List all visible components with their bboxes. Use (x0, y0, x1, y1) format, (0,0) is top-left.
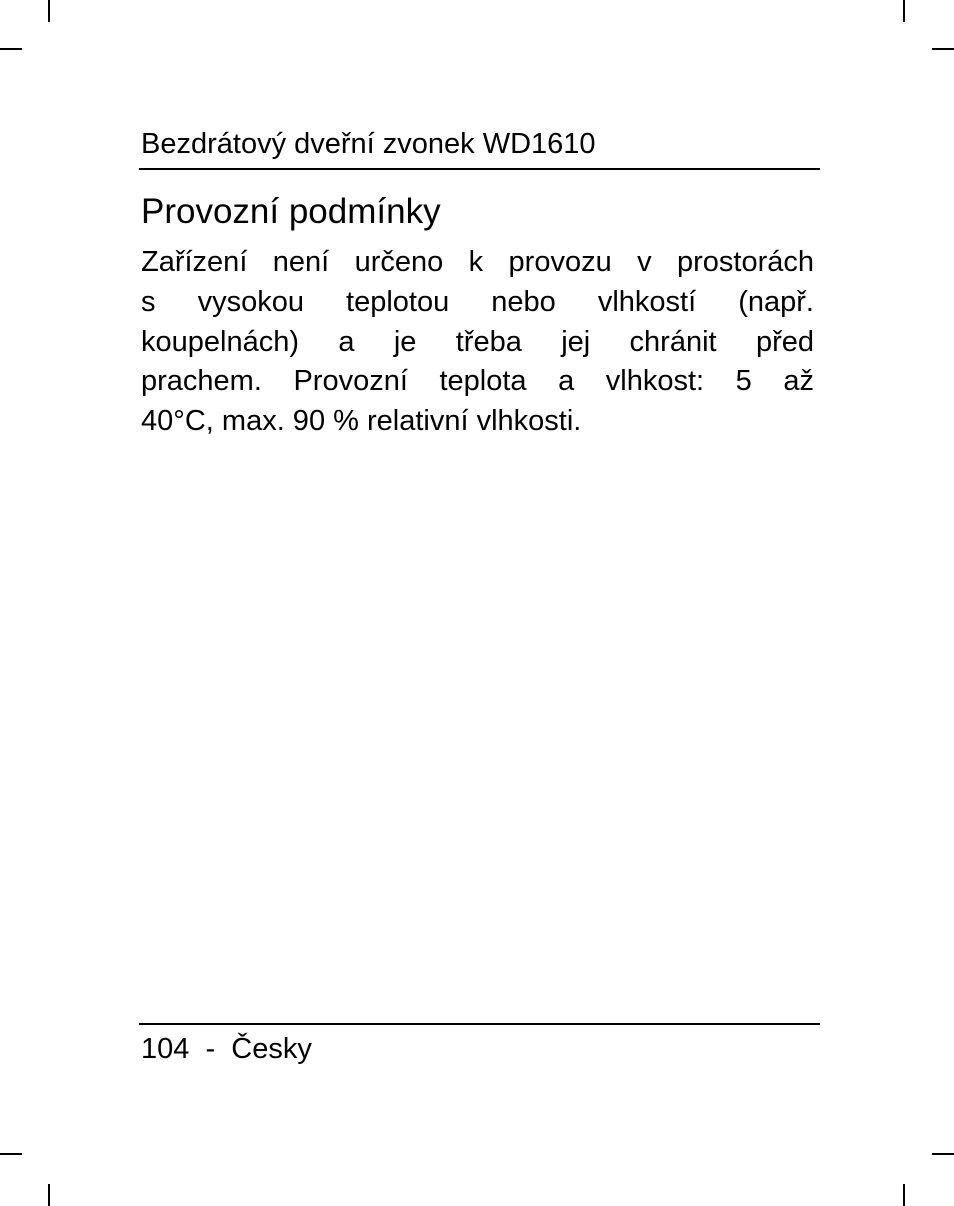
crop-mark-right-bottom (932, 1153, 954, 1155)
body-line: Zařízení není určeno k provozu v prostorách (141, 246, 814, 278)
crop-mark-left-top (0, 48, 22, 50)
crop-mark-bottom-right (903, 1184, 905, 1206)
body-line: s vysokou teplotou nebo vlhkostí (např. (141, 285, 814, 318)
body-line: prachem. Provozní teplota a vlhkost: 5 až (141, 365, 814, 398)
footer-rule (139, 1023, 820, 1025)
body-line: koupelnách) a je třeba jej chránit před (141, 325, 814, 358)
section-body (141, 243, 814, 442)
body-line: 40°C, max. 90 % relativní vlhkosti. (141, 405, 582, 438)
section-heading: Provozní podmínky (141, 192, 441, 231)
running-header: Bezdrátový dveřní zvonek WD1610 (141, 128, 596, 160)
crop-mark-top-right (903, 0, 905, 22)
crop-mark-bottom-left (48, 1184, 50, 1206)
page-footer: 104 - Česky (141, 1033, 312, 1065)
crop-mark-left-bottom (0, 1153, 22, 1155)
header-rule (139, 168, 820, 170)
crop-mark-top-left (48, 0, 50, 22)
crop-mark-right-top (932, 48, 954, 50)
